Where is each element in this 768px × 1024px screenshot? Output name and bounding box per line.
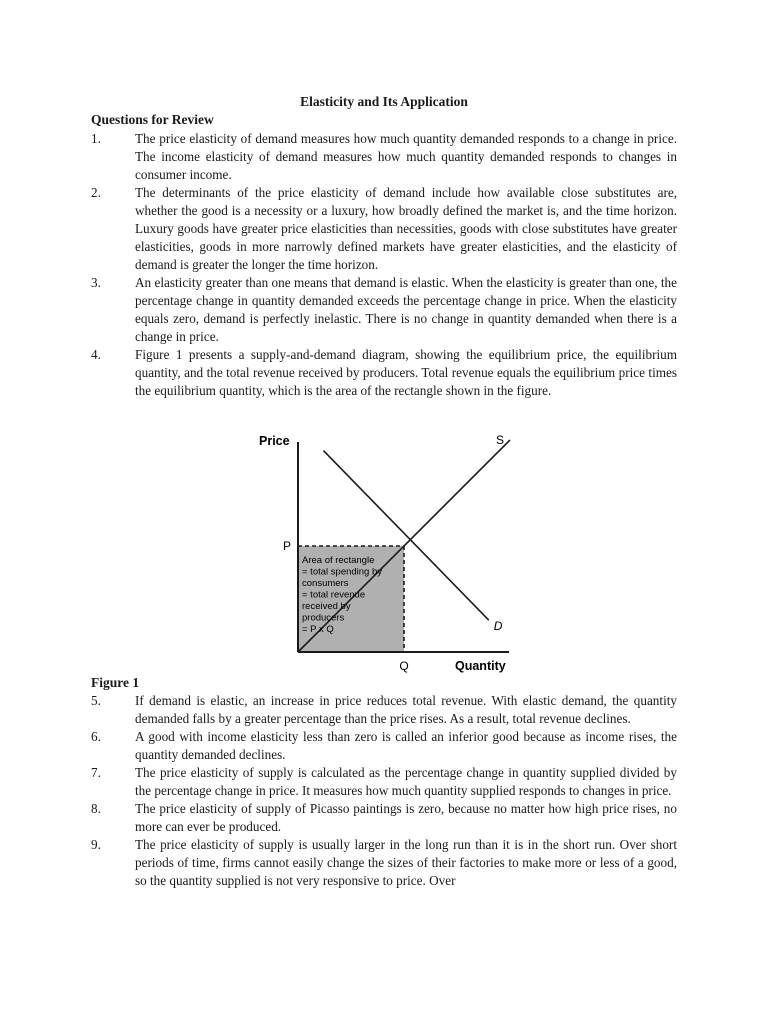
price-tick-label: P — [283, 539, 292, 553]
quantity-tick-label: Q — [399, 659, 409, 673]
figure-caption: Figure 1 — [91, 675, 140, 690]
question-item — [0, 184, 768, 274]
question-item — [0, 692, 768, 728]
question-number: 8. — [91, 801, 101, 816]
question-text: The price elasticity of supply of Picasso paintings is zero, because no matter how high price rises, no more can ever be produced. — [135, 801, 677, 834]
question-item — [0, 836, 768, 890]
question-text: The price elasticity of supply is usually larger in the long run than it is in the short run. Over short periods of time, firms cannot easily change the sizes of their factories to make more or less of a good, so the quantity supplied is not very responsive to price. Over — [135, 837, 677, 888]
question-text: Figure 1 presents a supply-and-demand diagram, showing the equilibrium price, the equilibrium quantity, and the total revenue received by producers. Total revenue equals the equilibrium price times the equilibrium quantity, which is the area of the rectangle shown in the figure. — [135, 347, 677, 398]
supply-label: S — [496, 433, 505, 447]
question-number: 6. — [91, 729, 101, 744]
question-text: The determinants of the price elasticity of demand include how available close substitutes are, whether the good is a necessity or a luxury, how broadly defined the market is, and the time horizon. Luxury goods have greater price elasticities than necessities, goods with close substitutes have greater elasticities, goods in more narrowly defined markets have greater elasticities, and the elasticity of demand is greater the longer the time horizon. — [135, 185, 677, 272]
rectangle-annotation-line: = P x Q — [302, 624, 334, 635]
question-list-part1 — [0, 130, 768, 400]
demand-label: D — [493, 619, 503, 634]
question-text: The price elasticity of supply is calculated as the percentage change in quantity supplied divided by the percentage change in price. It measures how much quantity supplied responds to changes in price. — [135, 765, 677, 798]
question-number: 4. — [91, 347, 101, 362]
question-number: 5. — [91, 693, 101, 708]
question-number: 7. — [91, 765, 101, 780]
rectangle-annotation-line: producers — [302, 612, 345, 624]
y-axis-label: Price — [259, 434, 290, 448]
question-number: 9. — [91, 837, 101, 852]
supply-demand-chart — [255, 426, 515, 676]
question-item — [0, 346, 768, 400]
page-title: Elasticity and Its Application — [300, 94, 468, 109]
x-axis-label: Quantity — [455, 659, 506, 673]
question-text: A good with income elasticity less than zero is called an inferior good because as income rises, the quantity demanded declines. — [135, 729, 677, 762]
question-number: 1. — [91, 131, 101, 146]
question-item — [0, 764, 768, 800]
rectangle-annotation-line: consumers — [302, 578, 349, 589]
question-item — [0, 274, 768, 346]
question-item — [0, 130, 768, 184]
question-text: The price elasticity of demand measures how much quantity demanded responds to a change in price. The income elasticity of demand measures how much quantity demanded responds to changes in consumer income. — [135, 131, 677, 182]
question-text: If demand is elastic, an increase in price reduces total revenue. With elastic demand, the quantity demanded falls by a greater percentage than the price rises. As a result, total revenue declines. — [135, 693, 677, 726]
question-item — [0, 728, 768, 764]
rectangle-annotation-line: received by — [302, 601, 351, 612]
section-heading: Questions for Review — [91, 112, 214, 127]
question-item — [0, 800, 768, 836]
question-text: An elasticity greater than one means that demand is elastic. When the elasticity is greater than one, the percentage change in quantity demanded exceeds the percentage change in price. When the elasticity equals zero, demand is perfectly inelastic. There is no change in quantity demanded when there is a change in price. — [135, 275, 677, 344]
rectangle-annotation-line: Area of rectangle — [302, 555, 375, 566]
question-number: 2. — [91, 185, 101, 200]
question-number: 3. — [91, 275, 101, 290]
rectangle-annotation-line: = total revenue — [302, 589, 366, 601]
question-list-part2 — [0, 692, 768, 890]
rectangle-annotation-line: = total spending by — [302, 566, 383, 578]
